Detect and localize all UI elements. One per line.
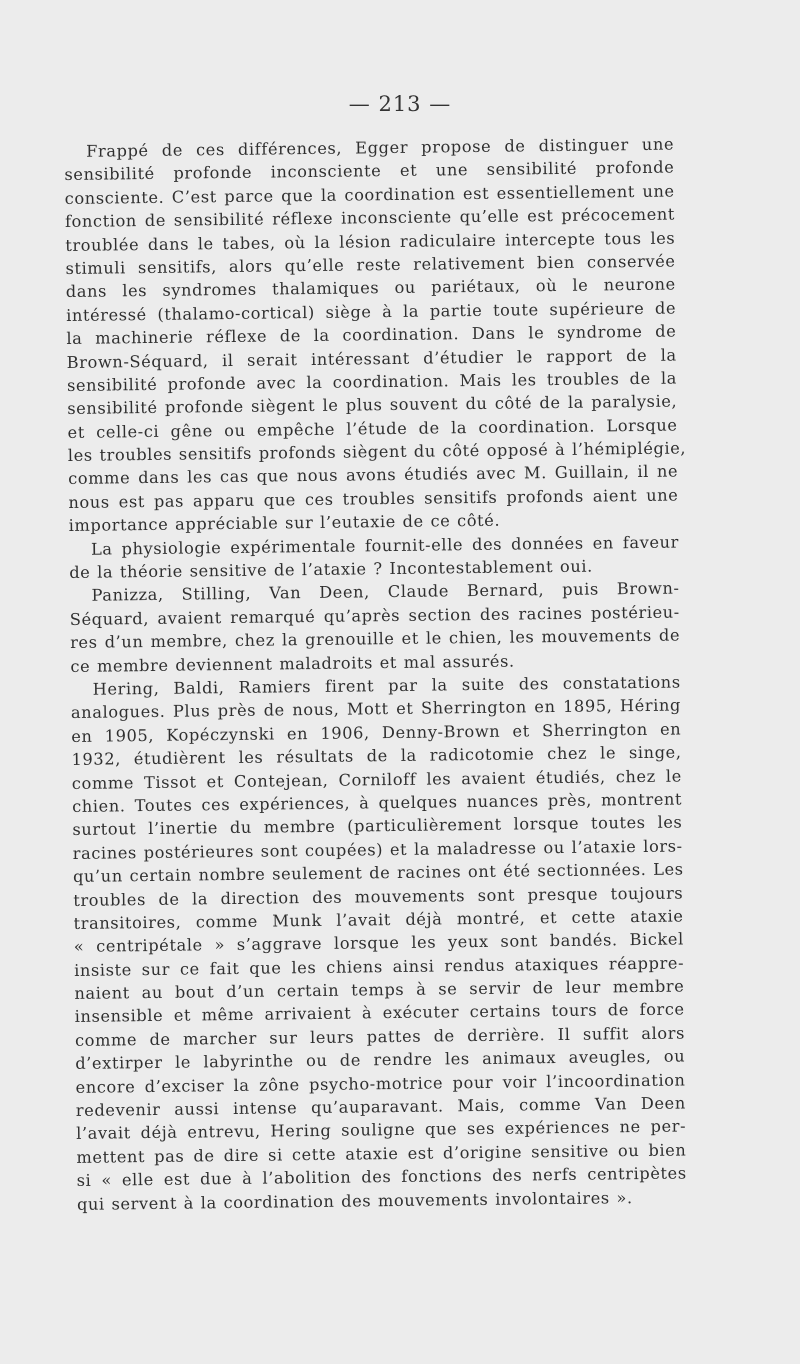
text-line: troublée dans le tabes, où la lésion radiculaire intercepte tous les: [65, 228, 676, 255]
page-number: — 213 —: [348, 92, 452, 116]
text-line: encore d’exciser la zône psycho-motrice pour voir l’incoordination: [75, 1070, 686, 1097]
text-line: redevenir aussi intense qu’auparavant. Mais, comme Van Deen: [75, 1093, 686, 1120]
text-line: consciente. C’est parce que la coordination est essentiellement une: [64, 181, 675, 208]
text-line: 1932, étudièrent les résultats de la radicotomie chez le singe,: [71, 742, 682, 770]
body-text: [64, 133, 687, 1216]
text-line: analogues. Plus près de nous, Mott et Sherrington en 1895, Héring: [70, 695, 682, 723]
text-line: naient au bout d’un certain temps à se servir de leur membre: [74, 976, 685, 1003]
text-line: sensibilité profonde inconsciente et une sensibilité profonde: [64, 157, 675, 185]
text-line: transitoires, comme Munk l’avait déjà montré, et cette ataxie: [73, 906, 684, 933]
text-line: la machinerie réflexe de la coordination. Dans le syndrome de: [66, 321, 677, 349]
text-line: res d’un membre, chez la grenouille et le chien, les mouvements de: [70, 625, 681, 653]
text-line: si « elle est due à l’abolition des fonctions des nerfs centripètes: [76, 1163, 687, 1191]
text-line: « centripétale » s’aggrave lorsque les yeux sont bandés. Bickel: [73, 929, 684, 957]
text-line: nous est pas apparu que ces troubles sensitifs profonds aient une: [68, 485, 679, 512]
text-line: Panizza, Stilling, Van Deen, Claude Bernard, puis Brown-: [91, 578, 680, 606]
text-line: les troubles sensitifs profonds siègent du côté opposé à l’hémiplégie,: [67, 438, 687, 466]
text-line: importance appréciable sur l’eutaxie de ce côté.: [68, 510, 501, 536]
text-line: racines postérieures sont coupées) et la maladresse ou l’ataxie lors-: [72, 836, 683, 863]
text-line: de la théorie sensitive de l’ataxie ? Incontestablement oui.: [69, 556, 593, 582]
text-line: ce membre deviennent maladroits et mal assurés.: [70, 651, 515, 676]
text-line: Séquard, avaient remarqué qu’après section des racines postérieu-: [69, 602, 680, 629]
text-line: dans les syndromes thalamiques ou pariétaux, où le neurone: [65, 274, 676, 302]
text-line: insensible et même arrivaient à exécuter certains tours de force: [74, 999, 685, 1027]
text-line: intéressé (thalamo-cortical) siège à la partie toute supérieure de: [66, 298, 677, 325]
text-line: qui servent à la coordination des mouvements involontaires ».: [76, 1187, 633, 1214]
text-line: sensibilité profonde siègent le plus souvent du côté de la paralysie,: [67, 391, 678, 419]
text-line: comme de marcher sur leurs pattes de derrière. Il suffit alors: [74, 1023, 686, 1050]
text-line: en 1905, Kopéczynski en 1906, Denny-Brown et Sherrington en: [71, 719, 682, 746]
text-line: sensibilité profonde avec la coordination. Mais les troubles de la: [66, 368, 678, 395]
text-line: La physiologie expérimentale fournit-elle des données en faveur: [90, 532, 680, 559]
text-line: qu’un certain nombre seulement de racines ont été sectionnées. Les: [72, 859, 684, 887]
text-line: mettent pas de dire si cette ataxie est d’origine sensitive ou bien: [76, 1140, 687, 1167]
text-line: chien. Toutes ces expériences, à quelques nuances près, montrent: [72, 789, 683, 816]
text-line: comme Tissot et Contejean, Corniloff les avaient étudiés, chez le: [71, 766, 682, 793]
text-line: d’extirper le labyrinthe ou de rendre les animaux aveugles, ou: [75, 1046, 686, 1074]
text-line: fonction de sensibilité réflexe inconsciente qu’elle est précocement: [64, 204, 676, 232]
text-line: comme dans les cas que nous avons étudiés avec M. Guillain, il ne: [68, 461, 679, 489]
text-line: Hering, Baldi, Ramiers firent par la suite des constatations: [92, 672, 681, 699]
text-line: stimuli sensitifs, alors qu’elle reste relativement bien conservée: [65, 251, 676, 278]
text-line: surtout l’inertie du membre (particulièrement lorsque toutes les: [72, 812, 683, 840]
text-line: et celle-ci gêne ou empêche l’étude de la coordination. Lorsque: [67, 415, 678, 442]
text-line: l’avait déjà entrevu, Hering souligne que ses expériences ne per-: [76, 1116, 687, 1144]
text-line: Frappé de ces différences, Egger propose de distinguer une: [86, 134, 675, 161]
text-line: insiste sur ce fait que les chiens ainsi rendus ataxiques réappre-: [74, 953, 685, 980]
text-line: Brown-Séquard, il serait intéressant d’étudier le rapport de la: [66, 345, 677, 372]
text-line: troubles de la direction des mouvements sont presque toujours: [73, 882, 684, 910]
